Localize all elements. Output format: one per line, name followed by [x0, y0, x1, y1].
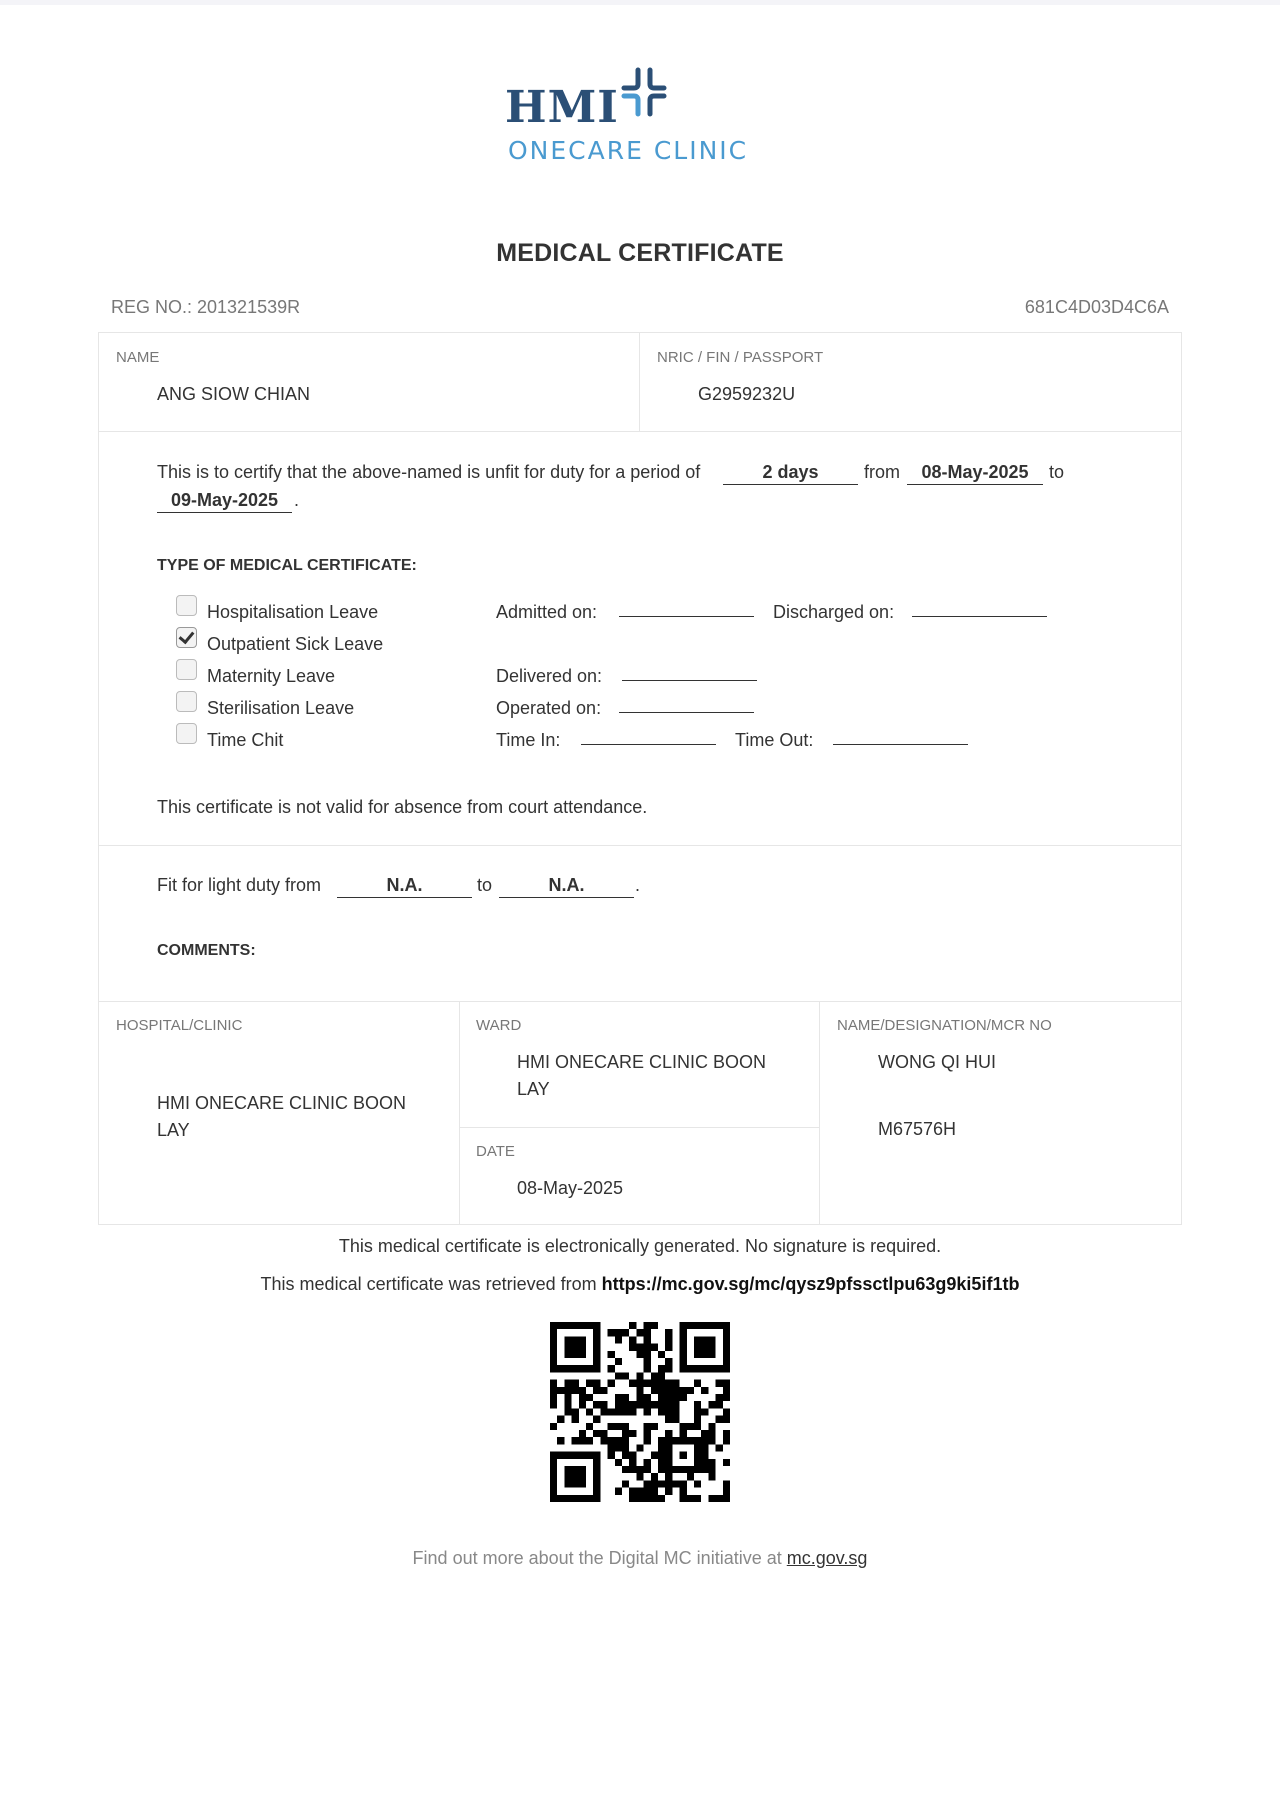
divider — [99, 1001, 1181, 1002]
divider — [459, 1001, 460, 1225]
divider — [819, 1001, 820, 1225]
more-prefix: Find out more about the Digital MC initiative at — [412, 1548, 782, 1568]
light-duty-to-label: to — [477, 875, 493, 895]
time-chit-label: Time Chit — [207, 730, 284, 750]
top-bar — [0, 0, 1280, 5]
sick-period: 2 days — [723, 460, 858, 485]
logo-subtitle: ONECARE CLINIC — [508, 136, 749, 165]
patient-id: G2959232U — [698, 384, 796, 404]
doctor-mcr: M67576H — [878, 1119, 957, 1139]
delivered-field — [622, 679, 757, 681]
discharged-label: Discharged on: — [773, 602, 895, 622]
sick-to-date: 09-May-2025 — [157, 488, 292, 513]
logo-cross-icon — [618, 66, 670, 118]
time-in-label: Time In: — [496, 730, 561, 750]
qr-code-icon[interactable] — [550, 1322, 730, 1502]
hospitalisation-checkbox[interactable] — [176, 595, 197, 616]
clinic-logo — [505, 62, 795, 172]
from-label: from — [864, 462, 900, 482]
operated-field — [619, 711, 754, 713]
light-duty-to: N.A. — [499, 873, 634, 898]
doctor-label: NAME/DESIGNATION/MCR NO — [837, 1017, 1052, 1034]
sick-from-date: 08-May-2025 — [907, 460, 1043, 485]
ward-label: WARD — [476, 1017, 522, 1034]
certificate-url-link[interactable]: https://mc.gov.sg/mc/qysz9pfssctlpu63g9ki5if1tb — [601, 1274, 1020, 1294]
sterilisation-label: Sterilisation Leave — [207, 698, 355, 718]
doctor-name: WONG QI HUI — [878, 1052, 996, 1072]
court-note: This certificate is not valid for absence from court attendance. — [157, 797, 648, 817]
discharged-field — [912, 615, 1047, 617]
certificate-date: 08-May-2025 — [517, 1178, 624, 1198]
certificate-code: 681C4D03D4C6A — [1024, 297, 1169, 317]
to-label: to — [1049, 462, 1065, 482]
sterilisation-checkbox[interactable] — [176, 691, 197, 712]
clinic-label: HOSPITAL/CLINIC — [116, 1017, 243, 1034]
divider — [459, 1127, 819, 1128]
certificate-box — [98, 332, 1182, 1225]
comments-label: COMMENTS: — [157, 942, 256, 959]
mc-gov-link[interactable]: mc.gov.sg — [786, 1548, 868, 1568]
type-heading: TYPE OF MEDICAL CERTIFICATE: — [157, 557, 417, 574]
time-chit-checkbox[interactable] — [176, 723, 197, 744]
operated-label: Operated on: — [496, 698, 602, 718]
certify-text: This is to certify that the above-named is unfit for duty for a period of — [157, 462, 701, 482]
logo-brand: HMI — [505, 82, 619, 133]
reg-number: REG NO.: 201321539R — [111, 297, 301, 317]
id-label: NRIC / FIN / PASSPORT — [657, 349, 824, 366]
delivered-label: Delivered on: — [496, 666, 603, 686]
divider — [99, 845, 1181, 846]
time-in-field — [581, 743, 716, 745]
ward-name: HMI ONECARE CLINIC BOON LAY — [517, 1052, 767, 1099]
name-label: NAME — [116, 349, 160, 366]
divider — [639, 333, 640, 431]
period-end: . — [294, 490, 300, 510]
page-title: MEDICAL CERTIFICATE — [496, 239, 784, 267]
retrieved-note — [0, 1274, 1280, 1295]
more-info-note — [0, 1548, 1280, 1569]
outpatient-label: Outpatient Sick Leave — [207, 634, 384, 654]
divider — [99, 431, 1181, 432]
admitted-field — [619, 615, 754, 617]
maternity-checkbox[interactable] — [176, 659, 197, 680]
light-duty-from: N.A. — [337, 873, 472, 898]
maternity-label: Maternity Leave — [207, 666, 336, 686]
hospitalisation-label: Hospitalisation Leave — [207, 602, 379, 622]
generated-note: This medical certificate is electronically generated. No signature is required. — [338, 1236, 942, 1256]
clinic-name: HMI ONECARE CLINIC BOON LAY — [157, 1093, 407, 1140]
date-label: DATE — [476, 1143, 515, 1160]
light-duty-end: . — [635, 875, 641, 895]
light-duty-label: Fit for light duty from — [157, 875, 322, 895]
admitted-label: Admitted on: — [496, 602, 598, 622]
retrieved-prefix: This medical certificate was retrieved from — [260, 1274, 597, 1294]
outpatient-checkbox[interactable] — [176, 627, 197, 648]
time-out-field — [833, 743, 968, 745]
time-out-label: Time Out: — [735, 730, 814, 750]
patient-name: ANG SIOW CHIAN — [157, 384, 311, 404]
